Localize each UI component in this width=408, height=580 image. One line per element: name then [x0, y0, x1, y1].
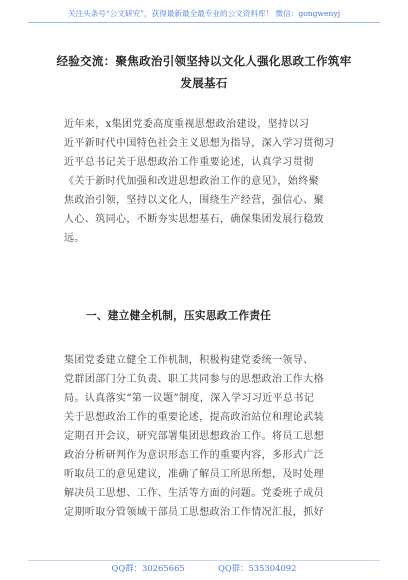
- paragraph-line: 《关于新时代加强和改进思想政治工作的意见》，始终聚: [64, 176, 319, 187]
- paragraph-line: 远。: [64, 233, 85, 244]
- header-banner: 关注头条号“公文研究”，获得最新最全最专业的公文资料库！ 微信：gongwenyj: [67, 9, 341, 18]
- paragraph-line: 解决员工思想、工作、生活等方面的问题。党委班子成员: [64, 488, 324, 499]
- footer-qq-group-right: QQ群：535304092: [218, 563, 297, 573]
- title-line: 发展基石: [180, 76, 228, 90]
- paragraph-line: 定期召开会议，研究部署集团思想政治工作。将员工思想: [64, 431, 324, 442]
- paragraph-line: 关于思想政治工作的重要论述，提高政治站位和理论武装: [64, 412, 324, 423]
- paragraph-intro: [64, 115, 344, 248]
- section-heading: 一、建立健全机制，压实思政工作责任: [86, 310, 272, 322]
- paragraph-section-one: [64, 351, 344, 522]
- paragraph-line: 听取员工的意见建议，准确了解员工所思所想，及时处理: [64, 469, 324, 480]
- paragraph-line: 党群团部门分工负责、职工共同参与的思想政治工作大格: [64, 374, 324, 385]
- footer: [0, 561, 408, 575]
- paragraph-line: 焦政治引领，坚持以文化人，围绕生产经营，强信心、聚: [64, 195, 324, 206]
- paragraph-line: 政治分析研判作为意识形态工作的重要内容，多形式广泛: [64, 450, 324, 461]
- paragraph-line: 近平新时代中国特色社会主义思想为指导，深入学习贯彻习: [64, 138, 335, 149]
- paragraph-line: 近年来，x集团党委高度重视思想政治建设，坚持以习: [64, 119, 310, 130]
- paragraph-line: 人心、筑同心，不断夯实思想基石，确保集团发展行稳致: [64, 214, 324, 225]
- paragraph-line: 局。认真落实“第一议题”制度，深入学习习近平总书记: [64, 393, 315, 404]
- title-line: 经验交流：聚焦政治引领坚持以文化人强化思政工作筑牢: [56, 54, 352, 68]
- header-divider: [28, 22, 380, 23]
- paragraph-line: 集团党委建立健全工作机制，积极构建党委统一领导、: [64, 355, 314, 366]
- paragraph-line: 定期听取分管领域干部员工思想政治工作情况汇报，抓好: [64, 507, 324, 518]
- document-title: [40, 50, 368, 94]
- paragraph-line: 近平总书记关于思想政治工作重要论述，认真学习贯彻: [64, 157, 314, 168]
- footer-qq-group-left: QQ群：30265665: [111, 563, 185, 573]
